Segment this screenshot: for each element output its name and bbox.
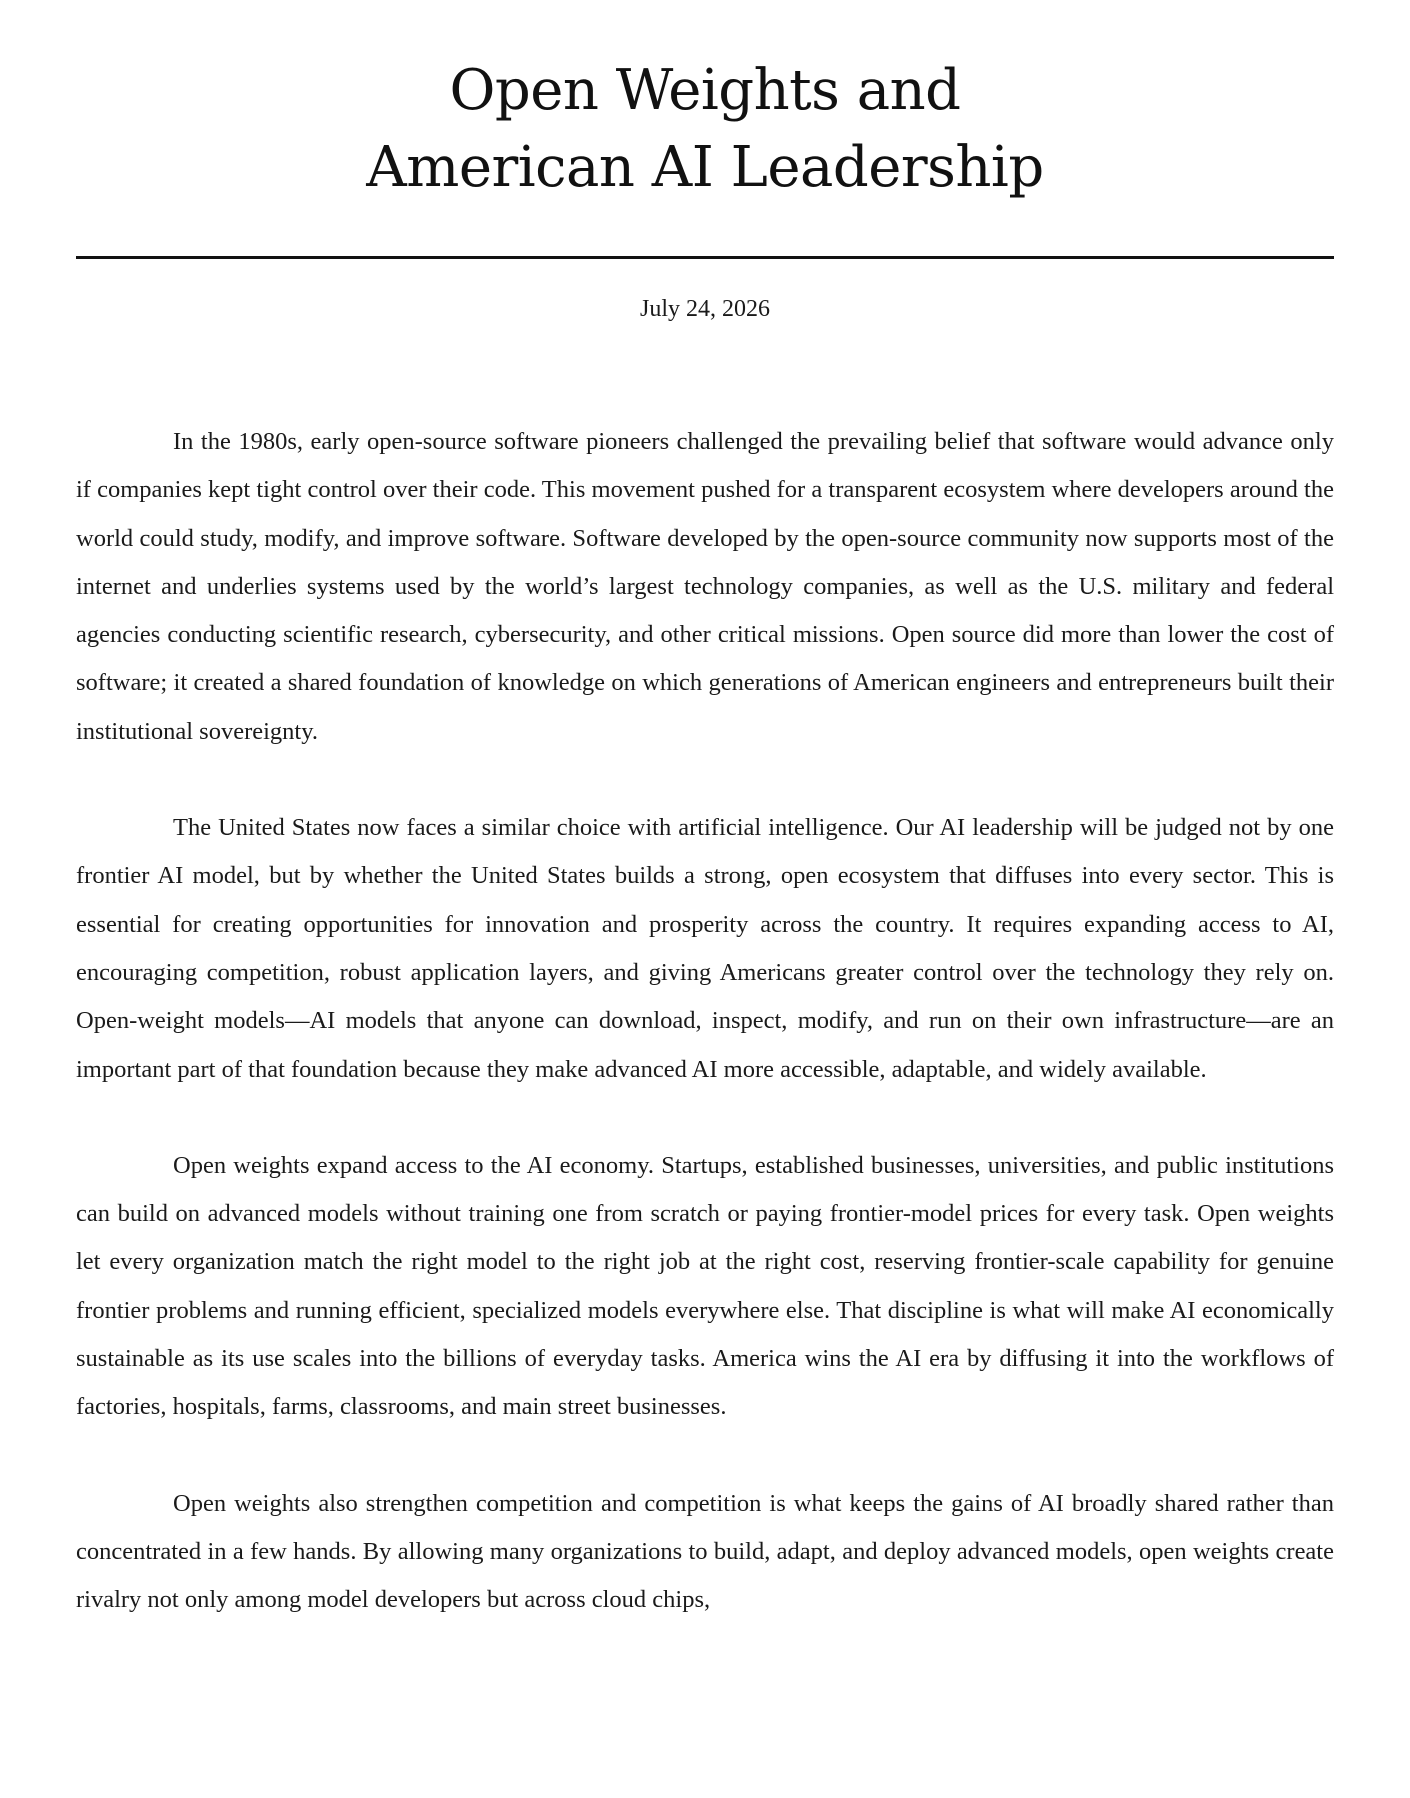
title-line-2: American AI Leadership (366, 135, 1044, 200)
title-line-1: Open Weights and (449, 58, 961, 123)
paragraph-1: In the 1980s, early open-source software pioneers challenged the prevailing belief that software would advance only if companies kept tight control over their code. This movement pushed for a transparent ecosystem where developers around the world could study, modify, and improve software. Software developed by the open-source community now supports most of the internet and underlies systems used by the world’s largest technology companies, as well as the U.S. military and federal agencies conducting scientific research, cybersecurity, and other critical missions. Open source did more than lower the cost of software; it created a shared foundation of knowledge on which generations of American engineers and entrepreneurs built their institutional sovereignty. (76, 428, 1334, 745)
paragraph-2: The United States now faces a similar choice with artificial intelligence. Our AI leadership will be judged not by one frontier AI model, but by whether the United States builds a strong, open ecosystem that diffuses into every sector. This is essential for creating opportunities for innovation and prosperity across the country. It requires expanding access to AI, encouraging competition, robust application layers, and giving Americans greater control over the technology they rely on. Open-weight models—AI models that anyone can download, inspect, modify, and run on their own infrastructure—are an important part of that foundation because they make advanced AI more accessible, adaptable, and widely available. (76, 814, 1334, 1083)
document-date: July 24, 2026 (639, 296, 770, 322)
title-divider (76, 256, 1334, 259)
paragraph-3: Open weights expand access to the AI economy. Startups, established businesses, universities, and public institutions can build on advanced models without training one from scratch or paying frontier-model prices for every task. Open weights let every organization match the right model to the right job at the right cost, reserving frontier-scale capability for genuine frontier problems and running efficient, specialized models everywhere else. That discipline is what will make AI economically sustainable as its use scales into the billions of everyday tasks. America wins the AI era by diffusing it into the workflows of factories, hospitals, farms, classrooms, and main street businesses. (76, 1151, 1334, 1421)
document-title (76, 0, 1334, 206)
document-page (76, 0, 1334, 1614)
paragraph-4: Open weights also strengthen competition and competition is what keeps the gains of AI broadly shared rather than concentrated in a few hands. By allowing many organizations to build, adapt, and deploy advanced models, open weights create rivalry not only among model developers but across cloud chips, (76, 1489, 1334, 1614)
document-body (76, 418, 1334, 1673)
